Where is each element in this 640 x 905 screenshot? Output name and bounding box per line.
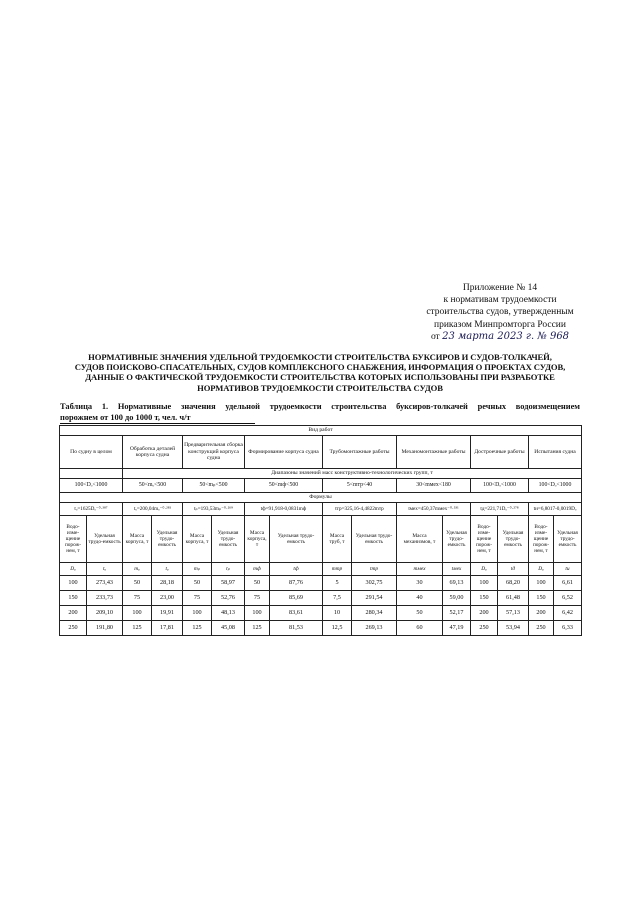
op-cell: Обработка деталей корпуса судна xyxy=(123,436,183,469)
data-cell: 100 xyxy=(183,606,212,621)
data-cell: 50 xyxy=(245,576,270,591)
formula-cell: tи=6,8017-0,0019Dₒ xyxy=(529,503,582,516)
symbol-cell: mмех xyxy=(397,563,443,576)
formulas-header: Формулы xyxy=(60,493,582,503)
data-cell: 250 xyxy=(60,621,87,636)
data-cell: 273,43 xyxy=(87,576,123,591)
data-cell: 12,5 xyxy=(323,621,352,636)
title-line: НОРМАТИВОВ ТРУДОЕМКОСТИ СТРОИТЕЛЬСТВА СУДОВ xyxy=(197,382,443,393)
data-cell: 48,13 xyxy=(212,606,245,621)
data-cell: 150 xyxy=(529,591,554,606)
subheader-cell: Удельная трудо-емкость xyxy=(352,516,397,563)
data-cell: 59,00 xyxy=(443,591,471,606)
table-row xyxy=(60,576,582,591)
subheader-cell: Удельная трудо-емкость xyxy=(443,516,471,563)
data-cell: 81,53 xyxy=(270,621,323,636)
data-cell: 53,94 xyxy=(498,621,529,636)
data-cell: 6,33 xyxy=(554,621,582,636)
data-cell: 19,91 xyxy=(152,606,183,621)
data-cell: 280,34 xyxy=(352,606,397,621)
range-cell: 5<mтр<40 xyxy=(323,479,397,493)
data-cell: 6,61 xyxy=(554,576,582,591)
data-cell: 87,76 xyxy=(270,576,323,591)
symbol-cell: Dₒ xyxy=(60,563,87,576)
op-cell: Формирование корпуса судна xyxy=(245,436,323,469)
symbol-cell: tₚ xyxy=(212,563,245,576)
data-cell: 75 xyxy=(123,591,152,606)
subheader-cell: Масса труб, т xyxy=(323,516,352,563)
data-cell: 100 xyxy=(471,576,498,591)
operations-row xyxy=(60,436,582,469)
data-cell: 125 xyxy=(245,621,270,636)
formula-cell: tтр=325,16-4,4822mтр xyxy=(323,503,397,516)
data-cell: 30 xyxy=(397,576,443,591)
appendix-line: к нормативам трудоемкости xyxy=(443,295,557,306)
formula-cell: tₒ=200,04mₒ⁻⁰·²⁸¹ xyxy=(123,503,183,516)
data-cell: 150 xyxy=(471,591,498,606)
data-cell: 52,17 xyxy=(443,606,471,621)
title-line: НОРМАТИВНЫЕ ЗНАЧЕНИЯ УДЕЛЬНОЙ ТРУДОЕМКОСТИ СТРОИТЕЛЬСТВА БУКСИРОВ И СУДОВ-ТОЛКАЧЕЙ, xyxy=(88,352,552,362)
op-cell: По судну в целом xyxy=(60,436,123,469)
data-cell: 75 xyxy=(183,591,212,606)
data-cell: 60 xyxy=(397,621,443,636)
op-cell: Предварительная сборка конструкций корпуса судна xyxy=(183,436,245,469)
data-cell: 6,42 xyxy=(554,606,582,621)
data-cell: 250 xyxy=(529,621,554,636)
data-cell: 52,76 xyxy=(212,591,245,606)
data-cell: 200 xyxy=(529,606,554,621)
data-cell: 50 xyxy=(183,576,212,591)
works-header: Вид работ xyxy=(60,426,582,436)
op-cell: Трубомонтажные работы xyxy=(323,436,397,469)
data-cell: 100 xyxy=(123,606,152,621)
subheader-cell: Масса корпуса, т xyxy=(245,516,270,563)
formula-cell: tмех=450,37mмех⁻⁰·⁵³¹ xyxy=(397,503,471,516)
data-cell: 10 xyxy=(323,606,352,621)
data-cell: 40 xyxy=(397,591,443,606)
data-cell: 269,13 xyxy=(352,621,397,636)
title-line: ДАННЫЕ О ФАКТИЧЕСКОЙ ТРУДОЕМКОСТИ СТРОИТЕЛЬСТВА КОТОРЫХ ИСПОЛЬЗОВАНЫ ПРИ РАЗРАБОТКЕ xyxy=(85,372,555,383)
table-row xyxy=(60,606,582,621)
formula-cell: tд=221,71Dₒ⁻⁰·²⁷⁸ xyxy=(471,503,529,516)
subheader-cell: Удельная трудо-емкость xyxy=(212,516,245,563)
table-row xyxy=(60,621,582,636)
range-cell: 50<mₒ<500 xyxy=(123,479,183,493)
formula-cell: tₒ=1625Dₒ⁻⁰·³⁸⁷ xyxy=(60,503,123,516)
range-cell: 50<mф<500 xyxy=(245,479,323,493)
symbol-cell: tтр xyxy=(352,563,397,576)
data-cell: 125 xyxy=(183,621,212,636)
range-cell: 100<Dₒ<1000 xyxy=(529,479,582,493)
data-cell: 47,19 xyxy=(443,621,471,636)
table-row xyxy=(60,591,582,606)
subheader-cell: Масса корпуса, т xyxy=(123,516,152,563)
subheader-cell: Удельная трудо-емкость xyxy=(87,516,123,563)
data-cell: 85,69 xyxy=(270,591,323,606)
appendix-number: Приложение № 14 xyxy=(462,283,538,293)
data-cell: 100 xyxy=(60,576,87,591)
data-cell: 69,13 xyxy=(443,576,471,591)
data-cell: 75 xyxy=(245,591,270,606)
range-cell: 30<mмех<180 xyxy=(397,479,471,493)
data-cell: 302,75 xyxy=(352,576,397,591)
norms-table xyxy=(59,425,582,636)
op-cell: Испытания судна xyxy=(529,436,582,469)
caption-line: Таблица 1. Нормативные значения удельной трудоемкости строительства буксиров-толкачей речных водоизмещением xyxy=(60,402,580,411)
data-cell: 17,81 xyxy=(152,621,183,636)
caption-line: порожнем от 100 до 1000 т, чел. ч/т xyxy=(60,413,255,425)
data-cell: 28,18 xyxy=(152,576,183,591)
formulas-row xyxy=(60,503,582,516)
data-cell: 291,54 xyxy=(352,591,397,606)
data-cell: 50 xyxy=(397,606,443,621)
subheader-cell: Водо-изме-щение порож-нем, т xyxy=(60,516,87,563)
data-cell: 100 xyxy=(529,576,554,591)
subheader-cell: Удельная трудо-емкость xyxy=(554,516,582,563)
data-cell: 58,97 xyxy=(212,576,245,591)
blank-cell xyxy=(60,469,123,479)
data-cell: 125 xyxy=(123,621,152,636)
data-cell: 250 xyxy=(471,621,498,636)
data-cell: 6,52 xyxy=(554,591,582,606)
range-cell: 100<Dₒ<1000 xyxy=(471,479,529,493)
subheader-cell: Удельная трудо-емкость xyxy=(498,516,529,563)
data-cell: 209,10 xyxy=(87,606,123,621)
data-cell: 233,73 xyxy=(87,591,123,606)
data-cell: 200 xyxy=(471,606,498,621)
symbol-cell: mтр xyxy=(323,563,352,576)
data-cell: 200 xyxy=(60,606,87,621)
data-cell: 150 xyxy=(60,591,87,606)
symbol-cell: tи xyxy=(554,563,582,576)
op-cell: Достроечные работы xyxy=(471,436,529,469)
title-line: СУДОВ ПОИСКОВО-СПАСАТЕЛЬНЫХ, СУДОВ КОМПЛЕКСНОГО СНАБЖЕНИЯ, ИНФОРМАЦИЯ О ПРОЕКТАХ СУДОВ, xyxy=(74,362,566,373)
data-cell: 7,5 xyxy=(323,591,352,606)
data-cell: 100 xyxy=(245,606,270,621)
appendix-block xyxy=(400,282,600,343)
symbol-cell: tф xyxy=(270,563,323,576)
subheader-cell: Масса корпуса, т xyxy=(183,516,212,563)
op-cell: Механомонтажные работы xyxy=(397,436,471,469)
symbol-cell: mₚ xyxy=(183,563,212,576)
appendix-date-line xyxy=(400,331,600,343)
data-cell: 191,80 xyxy=(87,621,123,636)
symbol-cell: Dₒ xyxy=(471,563,498,576)
range-cell: 50<mₚ<500 xyxy=(183,479,245,493)
table-caption xyxy=(60,402,580,424)
range-cell: 100<Dₒ<1000 xyxy=(60,479,123,493)
handwritten-date: 23 марта 2023 г. № 968 xyxy=(442,330,570,342)
subheader-cell: Удельная трудо-емкость xyxy=(270,516,323,563)
subheaders-row xyxy=(60,516,582,563)
data-cell: 68,20 xyxy=(498,576,529,591)
formula-cell: tₚ=193,53mₚ⁻⁰·²⁶⁹ xyxy=(183,503,245,516)
data-cell: 45,08 xyxy=(212,621,245,636)
data-cell: 61,48 xyxy=(498,591,529,606)
symbol-cell: mₒ xyxy=(123,563,152,576)
symbol-cell: mф xyxy=(245,563,270,576)
formula-cell: tф=91,918-0,0831mф xyxy=(245,503,323,516)
data-cell: 57,13 xyxy=(498,606,529,621)
data-cell: 83,61 xyxy=(270,606,323,621)
ranges-row xyxy=(60,479,582,493)
data-cell: 23,00 xyxy=(152,591,183,606)
symbol-cell: tмех xyxy=(443,563,471,576)
symbol-cell: Dₒ xyxy=(529,563,554,576)
subheader-cell: Водо-изме-щение порож-нем, т xyxy=(529,516,554,563)
subheader-cell: Удельная трудо-емкость xyxy=(152,516,183,563)
range-header: Диапазоны значений масс конструктивно-технологических групп, т xyxy=(123,469,582,479)
appendix-line: строительства судов, утвержденным xyxy=(426,307,574,318)
data-cell: 50 xyxy=(123,576,152,591)
subheader-cell: Масса механизмов, т xyxy=(397,516,443,563)
subheader-cell: Водо-изме-щение порож-нем, т xyxy=(471,516,498,563)
date-prefix: от xyxy=(430,331,440,342)
symbol-cell: tₒ xyxy=(152,563,183,576)
symbol-cell: tₒ xyxy=(87,563,123,576)
symbol-cell: tд xyxy=(498,563,529,576)
symbols-row xyxy=(60,563,582,576)
document-title xyxy=(60,352,580,393)
appendix-line: приказом Минпромторга России xyxy=(434,319,566,330)
data-cell: 5 xyxy=(323,576,352,591)
